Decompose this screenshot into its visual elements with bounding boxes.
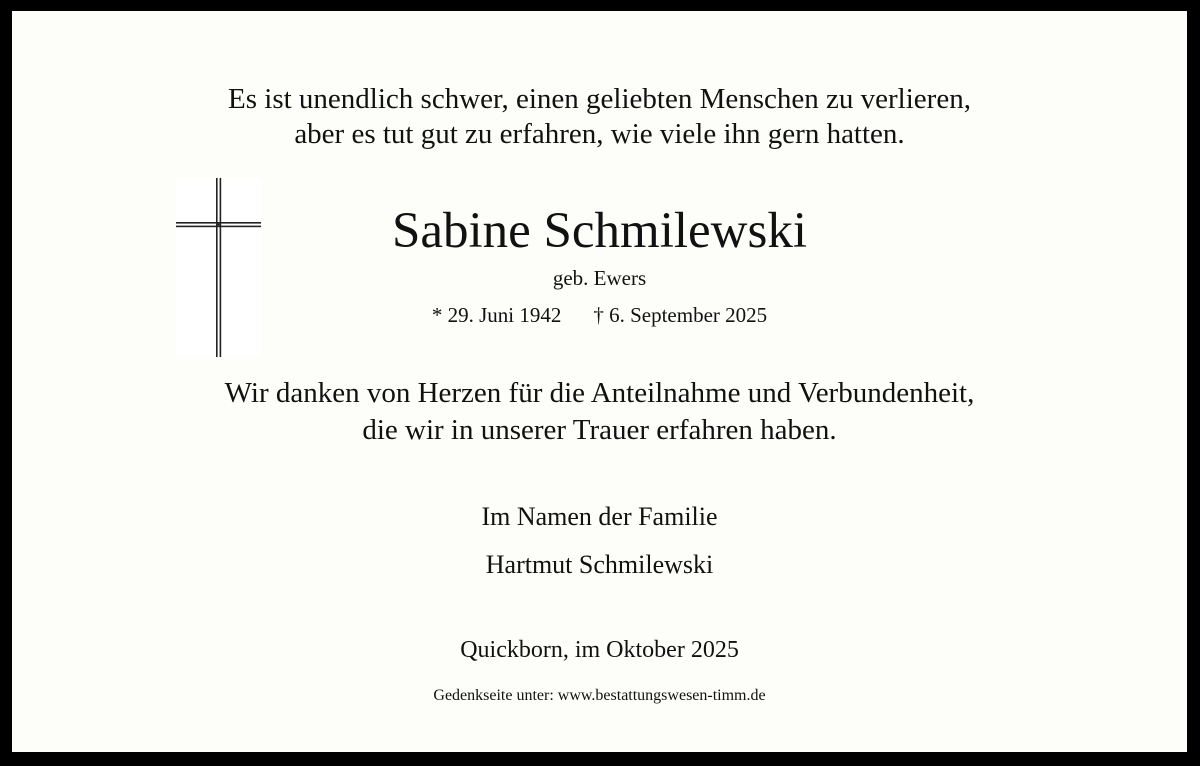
signature-intro: Im Namen der Familie [481,502,718,531]
life-dates [12,302,1187,328]
signature-name: Hartmut Schmilewski [485,550,714,579]
maiden-name: geb. Ewers [552,266,647,290]
motto-line-1: Es ist unendlich schwer, einen geliebten Menschen zu verlieren, [228,83,971,115]
obituary-card [12,11,1187,752]
memorial-page-link: Gedenkseite unter: www.bestattungswesen-timm.de [433,687,766,704]
thanks-line-1: Wir danken von Herzen für die Anteilnahme und Verbundenheit, [224,377,975,409]
thanks-line-2: die wir in unserer Trauer erfahren haben. [362,414,837,446]
deceased-name: Sabine Schmilewski [391,203,808,259]
birth-date: * 29. Juni 1942 [431,303,562,327]
death-date: † 6. September 2025 [593,303,768,327]
motto-line-2: aber es tut gut zu erfahren, wie viele ihn gern hatten. [294,118,905,150]
place-date: Quickborn, im Oktober 2025 [460,637,739,663]
